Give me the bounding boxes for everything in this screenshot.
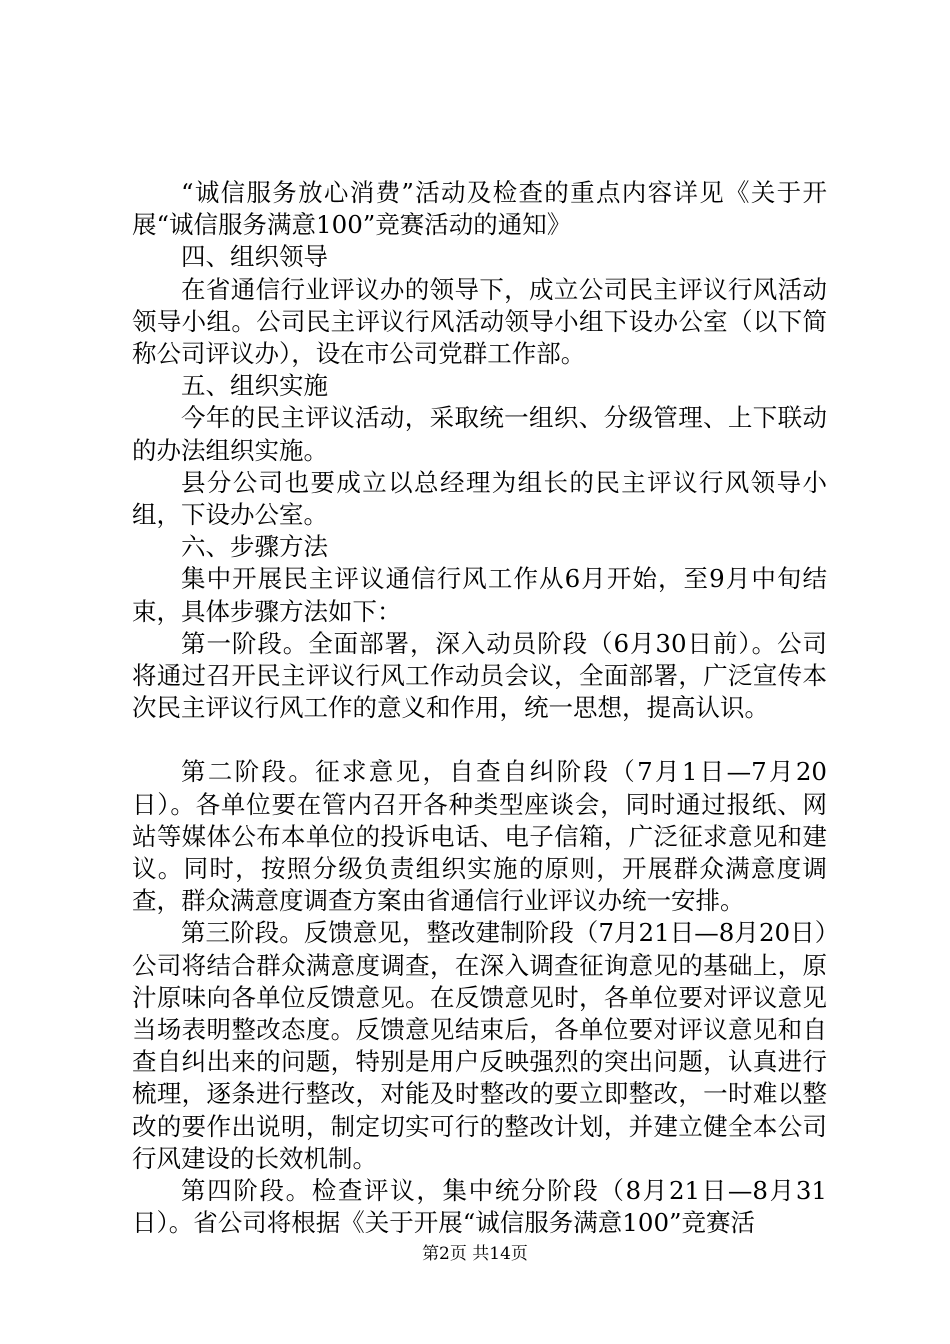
paragraph-implementation: 今年的民主评议活动，采取统一组织、分级管理、上下联动的办法组织实施。 [132, 403, 827, 465]
paragraph-intro: “诚信服务放心消费”活动及检查的重点内容详见《关于开展“诚信服务满意100”竞赛活动的通知》 [132, 178, 827, 240]
paragraph-county-branch: 县分公司也要成立以总经理为组长的民主评议行风领导小组，下设办公室。 [132, 467, 827, 530]
paragraph-stage-two: 第二阶段。征求意见，自查自纠阶段（7月1日—7月20日）。各单位要在管内召开各种类型座谈会，同时通过报纸、网站等媒体公布本单位的投诉电话、电子信箱，广泛征求意见和建议。同时，按照分级负责组织实施的原则，开展群众满意度调查，群众满意度调查方案由省通信行业评议办统一安排。 [132, 757, 827, 916]
paragraph-steps-intro: 集中开展民主评议通信行风工作从6月开始，至9月中旬结束，具体步骤方法如下： [132, 564, 827, 626]
section-heading-steps: 六、步骤方法 [181, 532, 328, 562]
section-heading-organization: 四、组织领导 [181, 242, 328, 272]
page-number: 第2页 共14页 [422, 1244, 528, 1264]
paragraph-organization: 在省通信行业评议办的领导下，成立公司民主评议行风活动领导小组。公司民主评议行风活动领导小组下设办公室（以下简称公司评议办），设在市公司党群工作部。 [132, 274, 827, 369]
page-footer [0, 1243, 950, 1265]
paragraph-stage-one: 第一阶段。全面部署，深入动员阶段（6月30日前）。公司将通过召开民主评议行风工作动员会议，全面部署，广泛宣传本次民主评议行风工作的意义和作用，统一思想，提高认识。 [132, 628, 827, 723]
paragraph-stage-four: 第四阶段。检查评议，集中统分阶段（8月21日—8月31日）。省公司将根据《关于开展“诚信服务满意100”竞赛活 [132, 1176, 827, 1238]
section-heading-implementation: 五、组织实施 [181, 371, 328, 401]
document-body [132, 177, 827, 1240]
paragraph-stage-three: 第三阶段。反馈意见，整改建制阶段（7月21日—8月20日）公司将结合群众满意度调查，在深入调查征询意见的基础上，原汁原味向各单位反馈意见。在反馈意见时，各单位要对评议意见当场表明整改态度。反馈意见结束后，各单位要对评议意见和自查自纠出来的问题，特别是用户反映强烈的突出问题，认真进行梳理，逐条进行整改，对能及时整改的要立即整改，一时难以整改的要作出说明，制定切实可行的整改计划，并建立健全本公司行风建设的长效机制。 [132, 918, 827, 1173]
